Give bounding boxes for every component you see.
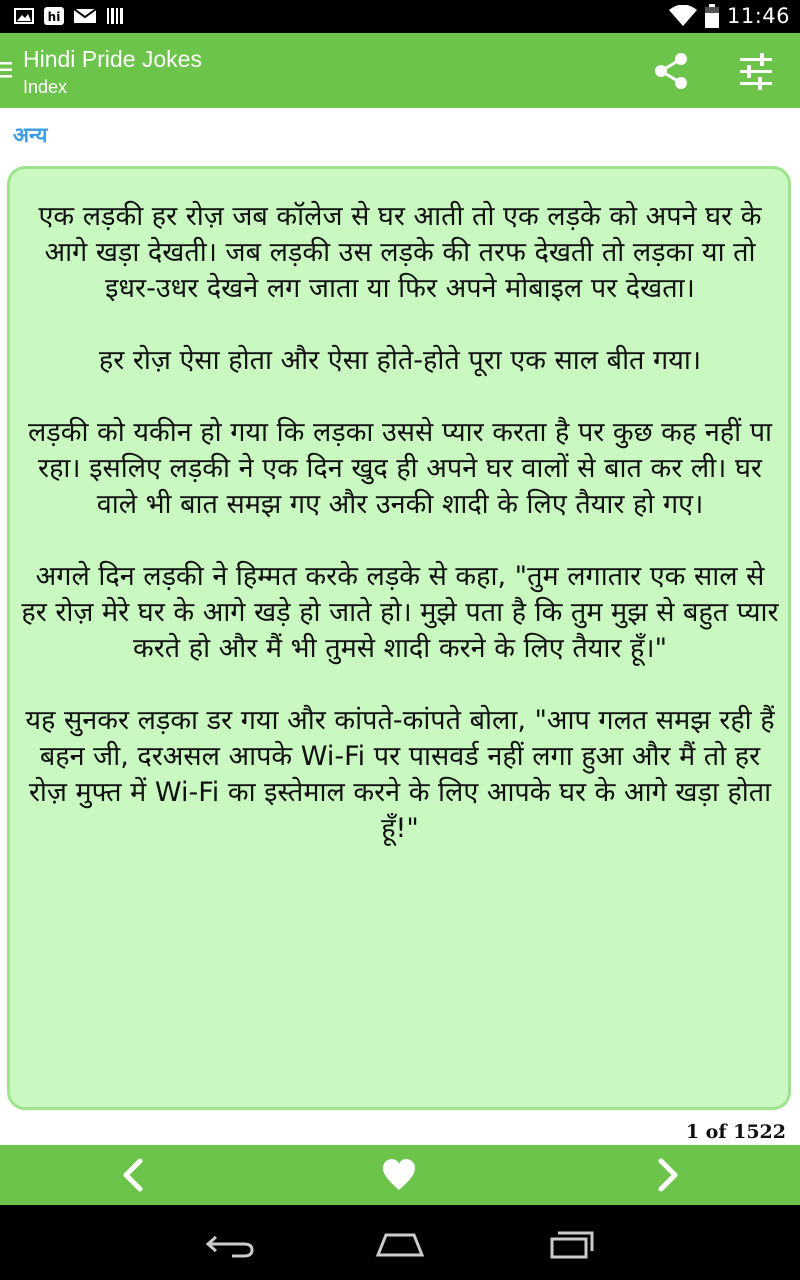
svg-text:hi: hi [47,10,61,24]
notification-icons [14,7,126,25]
home-icon[interactable] [372,1227,428,1261]
heart-icon[interactable] [381,1157,417,1193]
share-icon[interactable] [650,51,692,91]
mail-icon [74,7,96,25]
barcode-icon [106,7,126,25]
action-bar [0,33,800,108]
app-title: Hindi Pride Jokes [23,46,202,72]
sliders-icon[interactable] [734,51,778,91]
status-time: 11:46 [726,4,790,28]
app-subtitle: Index [23,77,68,97]
battery-icon [705,4,719,28]
chevron-right-icon[interactable] [650,1157,684,1193]
category-label[interactable]: अन्य [13,123,48,147]
menu-icon[interactable] [0,61,12,79]
image-notification-icon [14,7,34,25]
page-counter: 1 of 1522 [685,1121,786,1143]
recents-icon[interactable] [544,1227,600,1261]
system-navigation-bar [0,1205,800,1280]
chevron-left-icon[interactable] [117,1157,151,1193]
status-bar [0,0,800,33]
bottom-toolbar [0,1145,800,1205]
wifi-icon [669,5,697,27]
joke-text: एक लड़की हर रोज़ जब कॉलेज से घर आती तो एक लड़के को अपने घर के आगे खड़ा देखती। जब लड़की उस लड़के की तरफ देखती तो लड़का या तो इधर-उधर देखने लग जाता या फिर अपने मोबाइल पर देखता। हर रोज़ ऐसा होता और ऐसा होते-होते पूरा एक साल बीत गया। लड़की को यकीन हो गया कि लड़का उससे प्यार करता है पर कुछ कह नहीं पा रहा। इसलिए लड़की ने एक दिन खुद ही अपने घर वालों से बात कर ली। घर वाले भी बात समझ गए और उनकी शादी के लिए तैयार हो गए। अगले दिन लड़की ने हिम्मत करके लड़के से कहा, "तुम लगातार एक साल से हर रोज़ मेरे घर के आगे खड़े हो जाते हो। मुझे पता है कि तुम मुझ से बहुत प्यार करते हो और मैं भी तुमसे शादी करने के लिए तैयार हूँ।" यह सुनकर लड़का डर गया और कांपते-कांपते बोला, "आप गलत समझ रही हैं बहन जी, दरअसल आपके Wi-Fi पर पासवर्ड नहीं लगा हुआ और मैं तो हर रोज़ मुफ्त में Wi-Fi का इस्तेमाल करने के लिए आपके घर के आगे खड़ा होता हूँ!" [21,201,779,844]
hi-app-icon [44,7,64,25]
back-icon[interactable] [202,1227,258,1261]
joke-card [7,166,791,1110]
system-status [669,4,790,28]
